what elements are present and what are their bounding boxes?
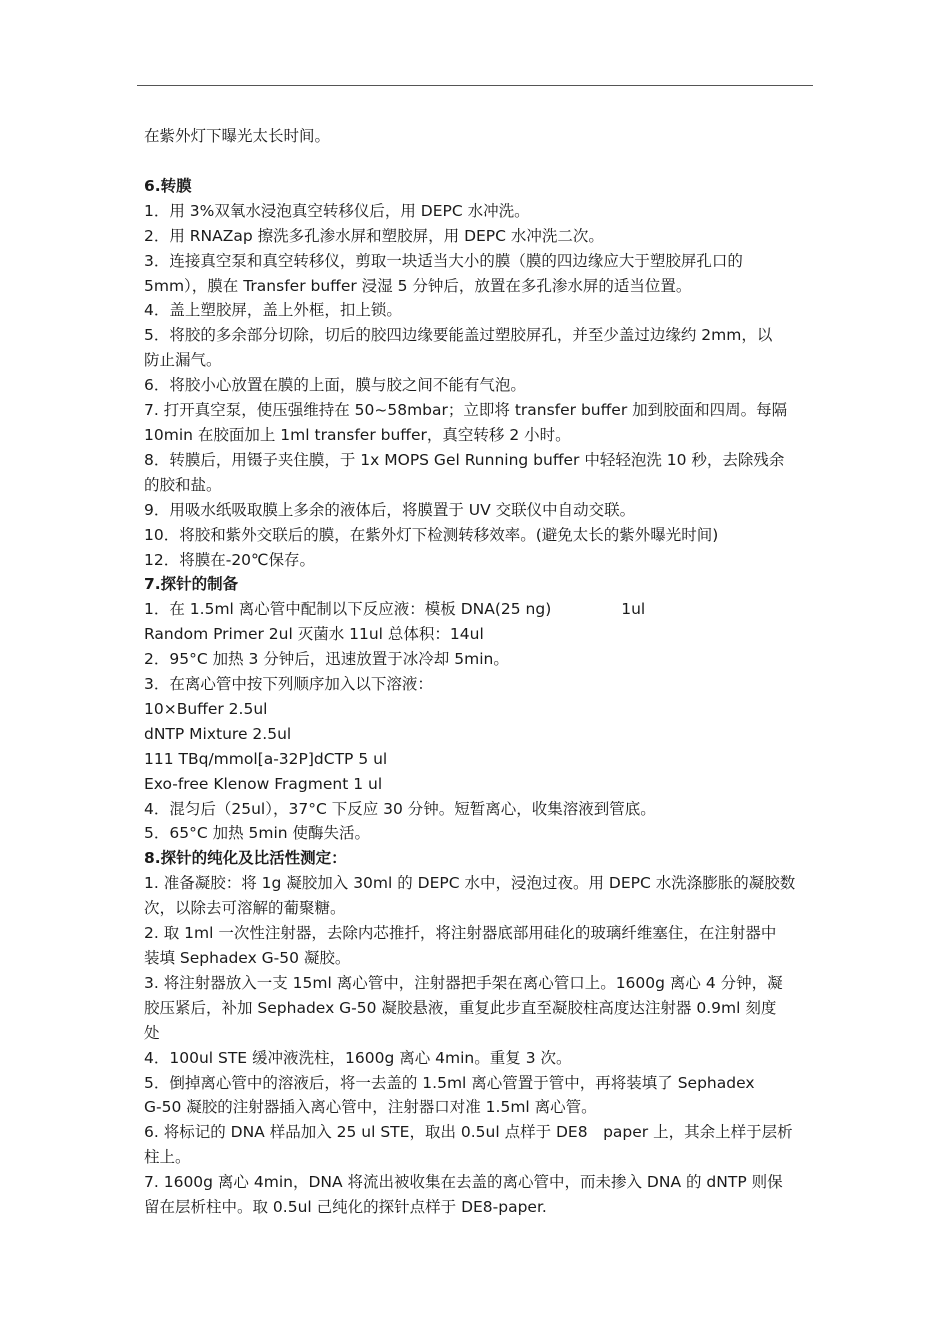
section-7-line xyxy=(144,597,812,622)
header-rule xyxy=(137,85,813,86)
section-6-line: 7. 打开真空泵，使压强维持在 50~58mbar；立即将 transfer buffer 加到胶面和四周。每隔 xyxy=(144,401,788,420)
section-8-line: 留在层析柱中。取 0.5ul 己纯化的探针点样于 DE8-paper. xyxy=(144,1198,547,1217)
paragraph-gap xyxy=(144,149,812,174)
section-6-line: 12．将膜在-20℃保存。 xyxy=(144,550,315,569)
section-6-line: 6．将胶小心放置在膜的上面，膜与胶之间不能有气泡。 xyxy=(144,376,526,395)
section-8-line: 4．100ul STE 缓冲液洗柱，1600g 离心 4min。重复 3 次。 xyxy=(144,1048,572,1067)
section-7-line: 111 TBq/mmol[a-32P]dCTP 5 ul xyxy=(144,749,388,768)
section-7-line: Exo-free Klenow Fragment 1 ul xyxy=(144,774,383,793)
section-8-line: 胶压紧后，补加 Sephadex G-50 凝胶悬液，重复此步直至凝胶柱高度达注射器 0.9ml 刻度 xyxy=(144,998,777,1017)
section-8-line: 6. 将标记的 DNA 样品加入 25 ul STE，取出 0.5ul 点样于 DE8 paper 上，其余上样于层析 xyxy=(144,1123,793,1142)
section-6-line: 8．转膜后，用镊子夹住膜，于 1x MOPS Gel Running buffer 中轻轻泡洗 10 秒，去除残余 xyxy=(144,450,785,469)
section-6-line: 5．将胶的多余部分切除，切后的胶四边缘要能盖过塑胶屏孔，并至少盖过边缘约 2mm，以 xyxy=(144,326,773,345)
document-body xyxy=(144,124,812,1220)
section-6-line: 5mm），膜在 Transfer buffer 浸湿 5 分钟后，放置在多孔渗水屏的适当位置。 xyxy=(144,276,692,295)
section-6-line: 4．盖上塑胶屏，盖上外框，扣上锁。 xyxy=(144,301,402,320)
section-7-line: 10×Buffer 2.5ul xyxy=(144,699,268,718)
section-7-line: dNTP Mixture 2.5ul xyxy=(144,724,292,743)
section-6-line: 10min 在胶面加上 1ml transfer buffer，真空转移 2 小时。 xyxy=(144,425,571,444)
section-8-heading: 8.探针的纯化及比活性测定： xyxy=(144,849,347,868)
section-7-line: 5．65°C 加热 5min 使酶失活。 xyxy=(144,824,371,843)
section-7-line-1-text: 1．在 1.5ml 离心管中配制以下反应液：模板 DNA(25 ng) xyxy=(144,600,552,619)
section-8-line: 次，以除去可溶解的葡聚糖。 xyxy=(144,899,346,918)
section-7-line: 2．95°C 加热 3 分钟后，迅速放置于冰冷却 5min。 xyxy=(144,650,509,669)
section-6-line: 10．将胶和紫外交联后的膜，在紫外灯下检测转移效率。(避免太长的紫外曝光时间) xyxy=(144,525,719,544)
intro-line: 在紫外灯下曝光太长时间。 xyxy=(144,127,331,145)
section-7-body xyxy=(144,597,812,846)
section-8-line: 3. 将注射器放入一支 15ml 离心管中，注射器把手架在离心管口上。1600g 离心 4 分钟，凝 xyxy=(144,973,783,992)
section-8-line: 柱上。 xyxy=(144,1148,191,1167)
section-8-line: 处 xyxy=(144,1023,160,1042)
section-6-line: 3．连接真空泵和真空转移仪，剪取一块适当大小的膜（膜的四边缘应大于塑胶屏孔口的 xyxy=(144,251,743,270)
section-8-line: 7. 1600g 离心 4min，DNA 将流出被收集在去盖的离心管中，而未掺入 DNA 的 dNTP 则保 xyxy=(144,1173,783,1192)
section-8-line: 1. 准备凝胶：将 1g 凝胶加入 30ml 的 DEPC 水中，浸泡过夜。用 DEPC 水洗涤膨胀的凝胶数 xyxy=(144,874,796,893)
section-6-line: 防止漏气。 xyxy=(144,351,222,370)
section-6-line: 2．用 RNAZap 擦洗多孔渗水屏和塑胶屏，用 DEPC 水冲洗二次。 xyxy=(144,226,604,245)
section-7-line: 3．在离心管中按下列顺序加入以下溶液： xyxy=(144,675,433,694)
section-7-line: Random Primer 2ul 灭菌水 11ul 总体积：14ul xyxy=(144,625,484,644)
section-8-line: G-50 凝胶的注射器插入离心管中，注射器口对准 1.5ml 离心管。 xyxy=(144,1098,597,1117)
section-8-line: 2. 取 1ml 一次性注射器，去除内芯推扦，将注射器底部用硅化的玻璃纤维塞住，在注射器中 xyxy=(144,924,777,943)
section-6-line: 的胶和盐。 xyxy=(144,475,222,494)
section-8-body xyxy=(144,871,812,1220)
section-7-line-1-volume: 1ul xyxy=(621,600,646,619)
section-7-heading: 7.探针的制备 xyxy=(144,575,239,594)
section-6-line: 1．用 3%双氧水浸泡真空转移仪后，用 DEPC 水冲洗。 xyxy=(144,201,530,220)
section-7-line: 4．混匀后（25ul），37°C 下反应 30 分钟。短暂离心，收集溶液到管底。 xyxy=(144,799,656,818)
section-8-line: 装填 Sephadex G-50 凝胶。 xyxy=(144,949,351,967)
section-6-body xyxy=(144,199,812,573)
section-6-line: 9．用吸水纸吸取膜上多余的液体后，将膜置于 UV 交联仪中自动交联。 xyxy=(144,500,636,519)
section-6-heading: 6.转膜 xyxy=(144,176,192,195)
section-8-line: 5．倒掉离心管中的溶液后，将一去盖的 1.5ml 离心管置于管中，再将装填了 Sephadex xyxy=(144,1073,755,1092)
